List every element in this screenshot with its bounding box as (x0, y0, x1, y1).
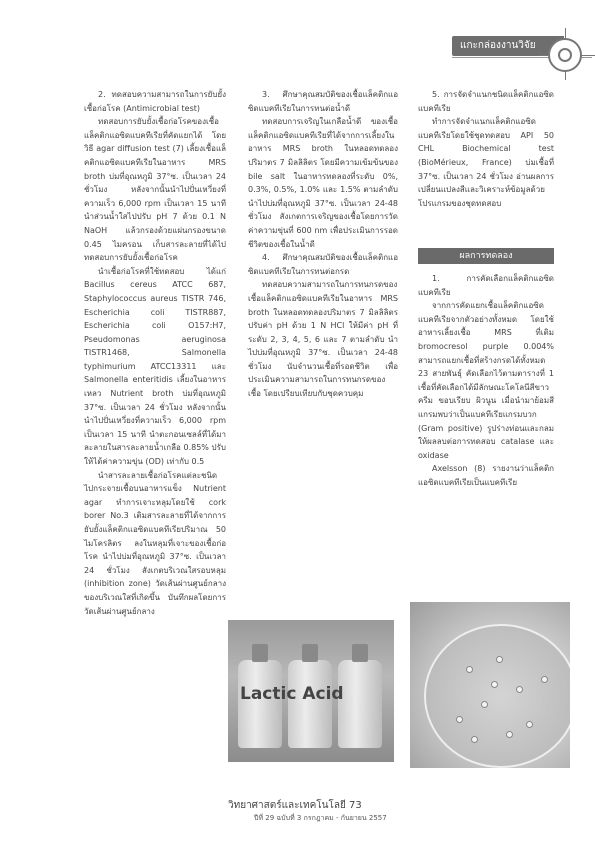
colony (516, 686, 523, 693)
lactic-acid-bottles-photo (228, 620, 394, 762)
footer-issue: ปีที่ 29 ฉบับที่ 3 กรกฎาคม - กันยายน 2557 (254, 814, 387, 822)
column-left (84, 88, 226, 618)
column-right (418, 88, 554, 210)
agar-well-paragraph: นำสารละลายเชื้อก่อโรคแต่ละชนิดไปกระจายเชื้อบนอาหารแข็ง Nutrient agar ทำการเจาะหลุมโดยใช้ cork borer No.3 เติมสารละลายที่ได้จากการยับยั้งแล็คติกแอซิดแบคทีเรียปริมาณ 50 ไมโครลิตร ลงในหลุมที่เจาะของเชื้อก่อโรค นำไปบ่มที่อุณหภูมิ 37°ซ. เป็นเวลา 24 ชั่วโมง สังเกตบริเวณใสรอบหลุม (inhibition zone) วัดเส้นผ่านศูนย์กลางของบริเวณใสที่เกิดขึ้น บันทึกผลโดยการวัดเส้นผ่านศูนย์กลาง (84, 470, 226, 616)
column-right-results (418, 272, 554, 490)
result-1-heading: 1. การคัดเลือกแล็คติกแอซิดแบคทีเรีย (418, 274, 554, 297)
method-2-procedure: ทดสอบการยับยั้งเชื้อก่อโรคของเชื้อแล็คติกแอซิดแบคทีเรียที่คัดแยกได้ โดยวิธี agar diffusion test (7) เลี้ยงเชื้อแล็คติกแอซิดแบคทีเรียในอาหาร MRS broth บ่มที่อุณหภูมิ 37°ซ. เป็นเวลา 24 ชั่วโมง หลังจากนั้นนำไปปั่นเหวี่ยงที่ความเร็ว 6,000 rpm เป็นเวลา 15 นาที นำส่วนน้ำใสไปปรับ pH 7 ด้วย 0.1 N NaOH แล้วกรองด้วยแผ่นกรองขนาด 0.45 ไมครอน เก็บสารละลายที่ได้ไปทดสอบการยับยั้งเชื้อก่อโรค (84, 117, 226, 263)
acid-tolerance-paragraph: ทดสอบความสามารถในการทนกรดของเชื้อแล็คติกแอซิดแบคทีเรียในอาหาร MRS broth ในหลอดทดลองปริมาตร 7 มิลลิลิตร ปรับค่า pH ด้วย 1 N HCl ให้มีค่า pH ที่ระดับ 2, 3, 4, 5, 6 และ 7 ตามลำดับ นำไปบ่มที่อุณหภูมิ 37°ซ. เป็นเวลา 24-48 ชั่วโมง นับจำนวนเชื้อที่รอดชีวิต เพื่อประเมินความสามารถในการทนกรดของเชื้อ โดยเปรียบเทียบกับชุดควบคุม (248, 280, 398, 399)
colony (456, 716, 463, 723)
petri-dish-photo (410, 602, 570, 768)
api-identification-paragraph: ทำการจัดจำแนกแล็คติกแอซิดแบคทีเรียโดยใช้ชุดทดสอบ API 50 CHL Biochemical test (BioMérieux, France) บ่มเชื้อที่ 37°ซ. เป็นเวลา 24 ชั่วโมง อ่านผลการเปลี่ยนแปลงสีและวิเคราะห์ข้อมูลด้วยโปรแกรมของชุดทดสอบ (418, 117, 554, 208)
footer-journal-title: วิทยาศาสตร์และเทคโนโลยี 73 (228, 800, 362, 811)
colony (506, 731, 513, 738)
colony (496, 656, 503, 663)
colony (491, 681, 498, 688)
method-2-heading: 2. ทดสอบความสามารถในการยับยั้งเชื้อก่อโรค (Antimicrobial test) (84, 90, 226, 113)
lactic-acid-caption: Lactic Acid (240, 684, 344, 704)
colony (481, 701, 488, 708)
result-1-continued: Axelsson (8) รายงานว่าแล็คติกแอซิดแบคทีเรียเป็นแบคทีเรีย (418, 464, 554, 487)
colony (526, 721, 533, 728)
result-1-paragraph: จากการคัดแยกเชื้อแล็คติกแอซิดแบคทีเรียจากตัวอย่างทั้งหมด โดยใช้อาหารเลี้ยงเชื้อ MRS ที่เติม bromocresol purple 0.004% สามารถแยกเชื้อที่สร้างกรดได้ทั้งหมด 23 สายพันธุ์ คัดเลือกไว้ตามตารางที่ 1 เชื้อที่คัดเลือกได้มีลักษณะโคโลนีสีขาวครีม ขอบเรียบ ผิวนูน เมื่อนำมาย้อมสีแกรมพบว่าเป็นแบคทีเรียแกรมบวก (Gram positive) รูปร่างท่อนและกลม ให้ผลลบต่อการทดสอบ catalase และ oxidase (418, 301, 554, 460)
method-3-heading: 3. ศึกษาคุณสมบัติของเชื้อแล็คติกแอซิดแบคทีเรียในการทนต่อน้ำดี (248, 90, 398, 113)
results-section-heading: ผลการทดลอง (418, 248, 554, 264)
bottle-image (288, 660, 332, 748)
bile-tolerance-paragraph: ทดสอบการเจริญในเกลือน้ำดี ของเชื้อแล็คติกแอซิดแบคทีเรียที่ได้จากการเลี้ยงในอาหาร MRS broth ในหลอดทดลองปริมาตร 7 มิลลิลิตร โดยมีความเข้มข้นของ bile salt ในอาหารทดลองที่ระดับ 0%, 0.3%, 0.5%, 1.0% และ 1.5% ตามลำดับ นำไปบ่มที่อุณหภูมิ 37°ซ. เป็นเวลา 24-48 ชั่วโมง สังเกตการเจริญของเชื้อโดยการวัดค่าความขุ่นที่ 600 nm เพื่อประเมินการรอดชีวิตของเชื้อในน้ำดี (248, 117, 398, 249)
bottle-image (338, 660, 382, 748)
colony (541, 676, 548, 683)
column-middle (248, 88, 398, 401)
section-tab: แกะกล่องงานวิจัย (452, 36, 564, 56)
colony (471, 736, 478, 743)
pathogen-list-paragraph: นำเชื้อก่อโรคที่ใช้ทดสอบ ได้แก่ Bacillus cereus ATCC 687, Staphylococcus aureus TISTR 746, Escherichia coli TISTR887, Escherichia coli O157:H7, Pseudomonas aeruginosa TISTR1468, Salmonella typhimurium ATCC13311 และ Salmonella enteritidis เลี้ยงในอาหาร เหลว Nutrient broth บ่มที่อุณหภูมิ 37°ซ. เป็นเวลา 24 ชั่วโมง หลังจากนั้นนำไปปั่นเหวี่ยงที่ความเร็ว 6,000 rpm เป็นเวลา 15 นาที นำตะกอนเซลล์ที่ได้มาละลายในสารละลายน้ำเกลือ 0.85% ปรับให้ได้ค่าความขุ่น (OD) เท่ากับ 0.5 (84, 266, 226, 467)
method-4-heading: 4. ศึกษาคุณสมบัติของเชื้อแล็คติกแอซิดแบคทีเรียในการทนต่อกรด (248, 253, 398, 276)
method-5-heading: 5. การจัดจำแนกชนิดแล็คติกแอซิดแบคทีเรีย (418, 90, 554, 113)
colony (466, 666, 473, 673)
target-emblem-icon (548, 38, 582, 72)
petri-dish (424, 624, 570, 768)
bottle-image (238, 660, 282, 748)
